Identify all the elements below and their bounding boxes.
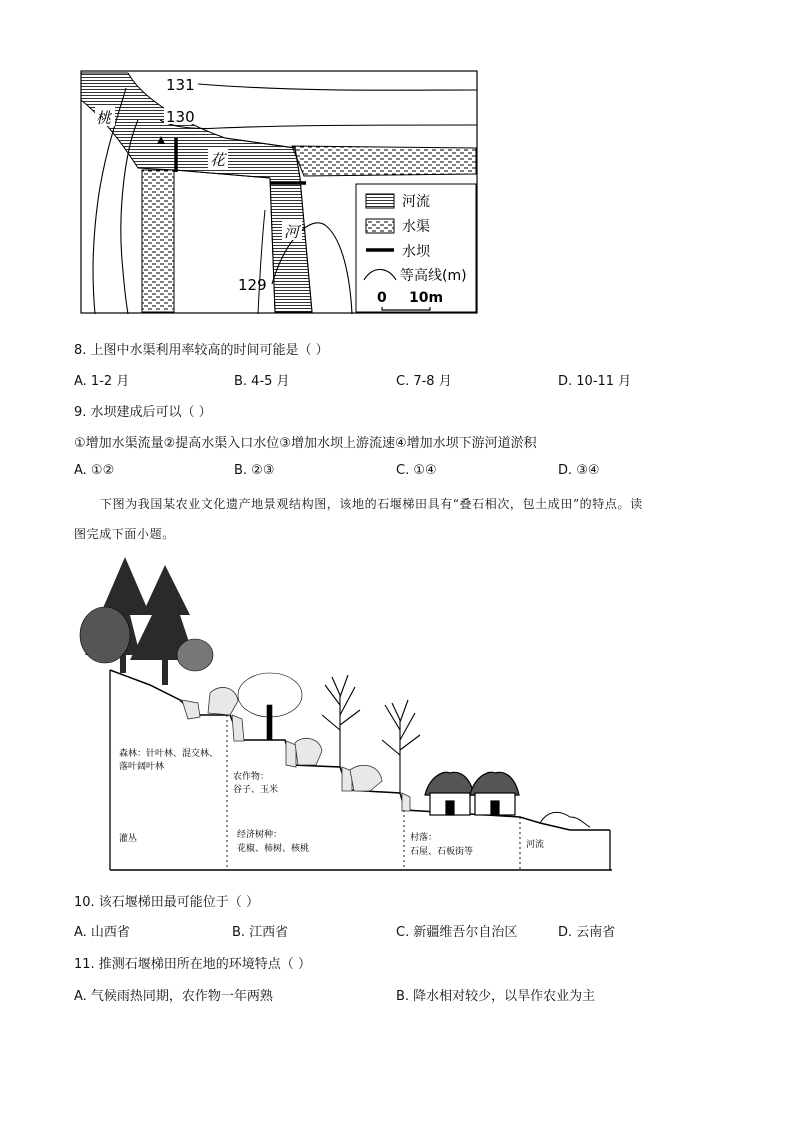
q9-option-b[interactable]: B. ②③	[234, 463, 275, 478]
q8-option-d[interactable]: D. 10-11 月	[558, 374, 632, 389]
question-8-stem: 8. 上图中水渠利用率较高的时间可能是（ ）	[74, 343, 329, 358]
village-houses-icon	[425, 772, 519, 815]
label-forest-2: 落叶阔叶林	[119, 762, 165, 772]
label-econ-trees: 经济树种：	[237, 830, 283, 840]
label-econ-trees-2: 花椒、柿树、核桃	[237, 844, 310, 854]
q8-option-b[interactable]: B. 4-5 月	[234, 374, 290, 389]
contour-label-131: 131	[166, 76, 195, 94]
q8-option-a[interactable]: A. 1-2 月	[74, 374, 130, 389]
q11-option-a[interactable]: A. 气候雨热同期，农作物一年两熟	[74, 989, 273, 1004]
q9-option-c[interactable]: C. ①④	[396, 463, 437, 478]
q10-option-c[interactable]: C. 新疆维吾尔自治区	[396, 925, 518, 940]
contour-label-129: 129	[238, 276, 267, 294]
q9-option-a[interactable]: A. ①②	[74, 463, 115, 478]
q9-option-d[interactable]: D. ③④	[558, 463, 600, 478]
map-legend	[356, 184, 476, 312]
label-crops-2: 谷子、玉米	[233, 785, 279, 795]
contour-label-130: 130	[166, 108, 195, 126]
label-forest: 森林：针叶林、混交林、	[119, 749, 219, 759]
river-char-he: 河	[284, 223, 300, 241]
contour-map	[80, 70, 480, 316]
label-crops: 农作物：	[233, 772, 270, 782]
legend-contour: 等高线(m)	[400, 268, 467, 284]
passage-line-2: 图完成下面小题。	[74, 527, 175, 541]
canal-down	[142, 170, 174, 312]
label-river: 河流	[526, 840, 545, 850]
legend-dam: 水坝	[402, 244, 430, 260]
question-10-stem: 10. 该石堰梯田最可能位于（ ）	[74, 895, 259, 910]
scale-zero: 0	[377, 290, 387, 306]
q10-option-d[interactable]: D. 云南省	[558, 925, 616, 940]
question-9-stem: 9. 水坝建成后可以（ ）	[74, 405, 212, 420]
legend-canal: 水渠	[402, 219, 430, 235]
river-char-hua: 花	[210, 151, 226, 169]
q11-option-b[interactable]: B. 降水相对较少，以旱作农业为主	[396, 989, 596, 1004]
legend-river: 河流	[402, 194, 430, 210]
landscape-figure	[70, 555, 615, 873]
label-shrub: 灌丛	[119, 834, 138, 844]
passage-line-1: 下图为我国某农业文化遗产地景观结构图，该地的石堰梯田具有“叠石相次，包土成田”的特点。读	[100, 497, 643, 511]
label-village-2: 石屋、石板街等	[410, 847, 474, 857]
q8-option-c[interactable]: C. 7-8 月	[396, 374, 452, 389]
broadleaf-trees-icon	[80, 607, 302, 740]
label-village: 村落：	[410, 833, 438, 843]
q10-option-b[interactable]: B. 江西省	[232, 925, 289, 940]
canal-right	[292, 146, 476, 176]
question-11-stem: 11. 推测石堰梯田所在地的环境特点（ ）	[74, 957, 311, 972]
river-char-tao: 桃	[96, 109, 112, 127]
scale-length: 10m	[409, 290, 444, 306]
question-9-statement: ①增加水渠流量②提高水渠入口水位③增加水坝上游流速④增加水坝下游河道淤积	[74, 436, 537, 451]
q10-option-a[interactable]: A. 山西省	[74, 925, 130, 940]
